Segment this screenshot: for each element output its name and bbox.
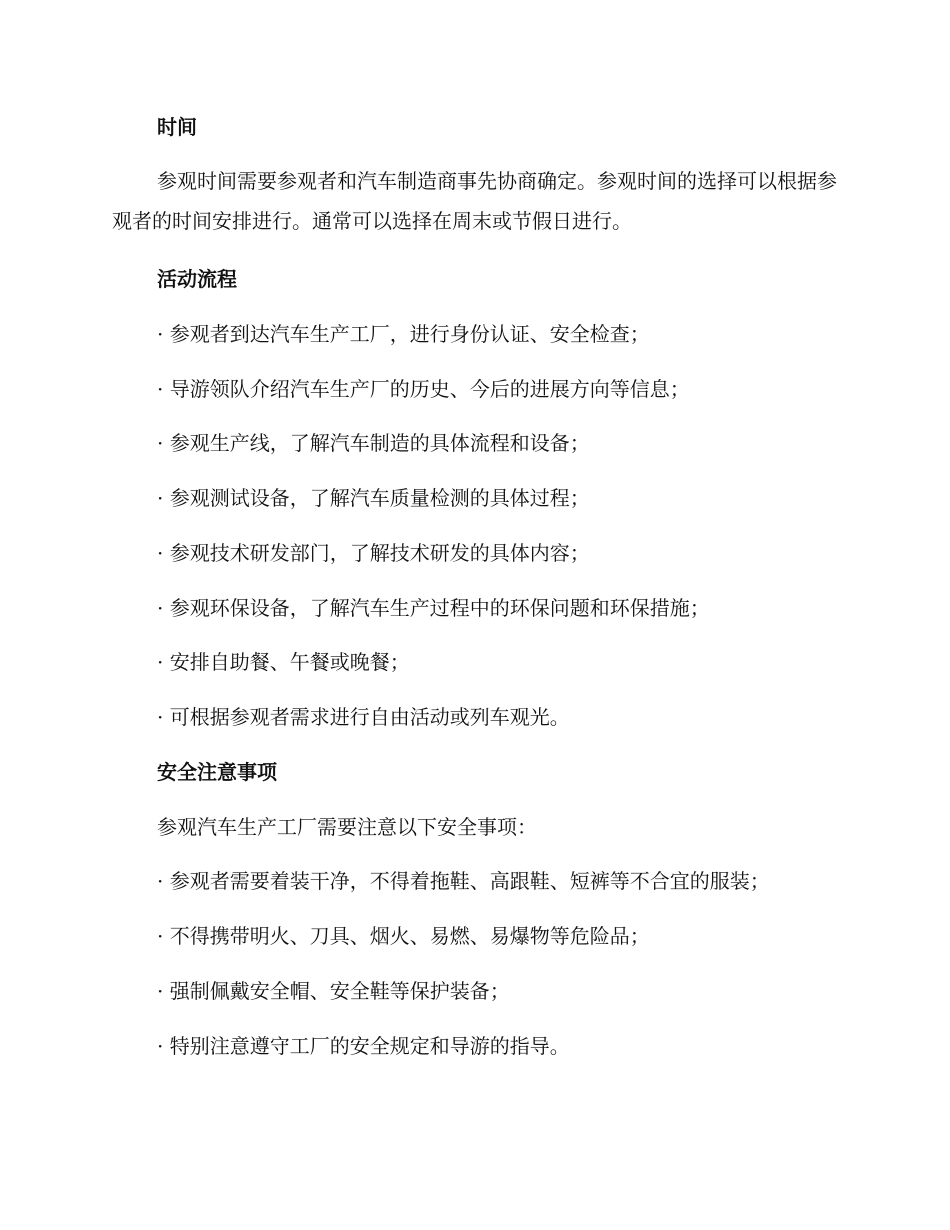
list-item: · 参观测试设备，了解汽车质量检测的具体过程； xyxy=(157,486,590,510)
list-item: · 特别注意遵守工厂的安全规定和导游的指导。 xyxy=(157,1034,570,1058)
list-item: · 安排自助餐、午餐或晚餐； xyxy=(157,650,410,674)
list-item: · 参观技术研发部门，了解技术研发的具体内容； xyxy=(157,541,590,565)
list-item: · 参观生产线，了解汽车制造的具体流程和设备； xyxy=(157,431,590,455)
heading-safety: 安全注意事项 xyxy=(157,760,277,784)
list-item: · 导游领队介绍汽车生产厂的历史、今后的进展方向等信息； xyxy=(157,377,690,401)
list-item: · 强制佩戴安全帽、安全鞋等保护装备； xyxy=(157,979,510,1003)
heading-activity: 活动流程 xyxy=(157,267,237,291)
list-item: · 可根据参观者需求进行自由活动或列车观光。 xyxy=(157,705,570,729)
list-item: · 不得携带明火、刀具、烟火、易燃、易爆物等危险品； xyxy=(157,924,650,948)
list-item: · 参观者需要着装干净，不得着拖鞋、高跟鞋、短裤等不合宜的服装； xyxy=(157,869,770,893)
list-item: · 参观者到达汽车生产工厂，进行身份认证、安全检查； xyxy=(157,322,650,346)
paragraph-time: 参观时间需要参观者和汽车制造商事先协商确定。参观时间的选择可以根据参观者的时间安排进行。通常可以选择在周末或节假日进行。 xyxy=(112,169,837,233)
safety-intro: 参观汽车生产工厂需要注意以下安全事项： xyxy=(157,815,537,839)
list-item: · 参观环保设备，了解汽车生产过程中的环保问题和环保措施； xyxy=(157,596,710,620)
heading-time: 时间 xyxy=(157,115,197,139)
